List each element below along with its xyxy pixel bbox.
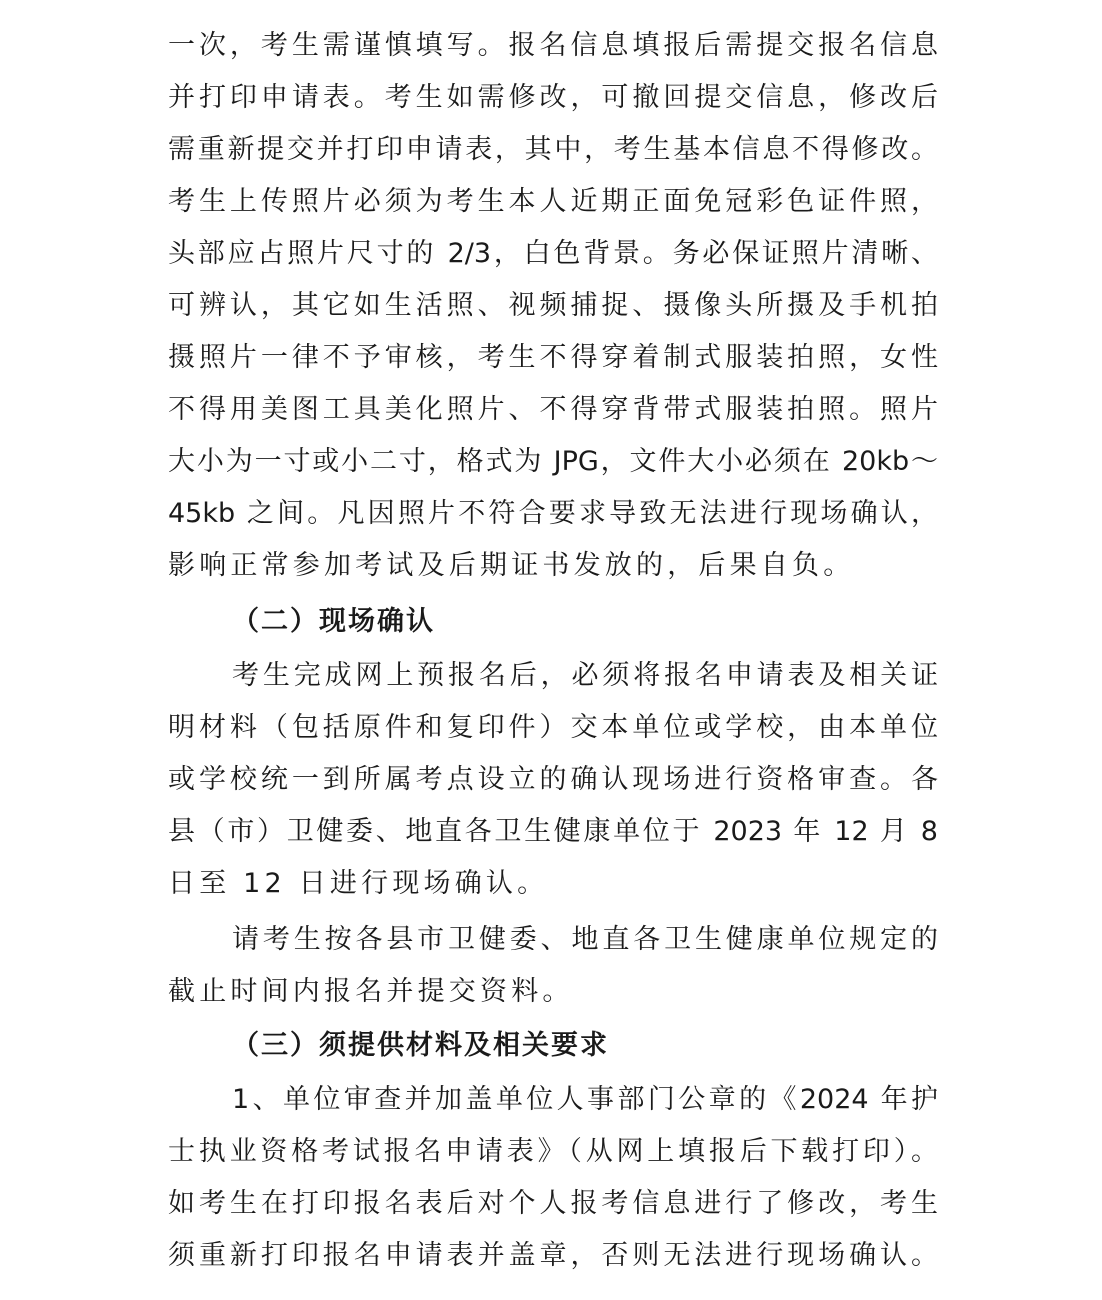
paragraph-line: 摄照片一律不予审核，考生不得穿着制式服装拍照，女性 [168, 342, 938, 373]
paragraph-line: 截止时间内报名并提交资料。 [168, 976, 574, 1007]
paragraph-line: 须重新打印报名申请表并盖章，否则无法进行现场确认。 [168, 1240, 938, 1271]
paragraph-line: 1、单位审查并加盖单位人事部门公章的《2024 年护 [232, 1084, 938, 1115]
paragraph-line: 日至 12 日进行现场确认。 [168, 868, 549, 899]
paragraph-line: 考生上传照片必须为考生本人近期正面免冠彩色证件照， [168, 186, 938, 217]
paragraph-line: 影响正常参加考试及后期证书发放的，后果自负。 [168, 550, 855, 581]
paragraph-line: 可辨认，其它如生活照、视频捕捉、摄像头所摄及手机拍 [168, 290, 938, 321]
paragraph-line: 45kb 之间。凡因照片不符合要求导致无法进行现场确认， [168, 498, 938, 529]
paragraph-line: 如考生在打印报名表后对个人报考信息进行了修改，考生 [168, 1188, 938, 1219]
paragraph-line: 县（市）卫健委、地直各卫生健康单位于 2023 年 12 月 8 [168, 816, 938, 847]
paragraph-line: 一次，考生需谨慎填写。报名信息填报后需提交报名信息 [168, 30, 938, 61]
paragraph-line: 大小为一寸或小二寸，格式为 JPG，文件大小必须在 20kb～ [168, 446, 938, 477]
paragraph-line: 请考生按各县市卫健委、地直各卫生健康单位规定的 [232, 924, 938, 955]
section-heading-required-materials: （三）须提供材料及相关要求 [232, 1030, 609, 1061]
paragraph-line: 士执业资格考试报名申请表》（从网上填报后下载打印）。 [168, 1136, 938, 1167]
paragraph-line: 明材料（包括原件和复印件）交本单位或学校，由本单位 [168, 712, 938, 743]
paragraph-line: 或学校统一到所属考点设立的确认现场进行资格审查。各 [168, 764, 938, 795]
paragraph-line: 需重新提交并打印申请表，其中，考生基本信息不得修改。 [168, 134, 938, 165]
paragraph-line: 并打印申请表。考生如需修改，可撤回提交信息，修改后 [168, 82, 938, 113]
paragraph-line: 头部应占照片尺寸的 2/3，白色背景。务必保证照片清晰、 [168, 238, 938, 269]
section-heading-onsite-confirmation: （二）现场确认 [232, 606, 435, 637]
paragraph-line: 不得用美图工具美化照片、不得穿背带式服装拍照。照片 [168, 394, 938, 425]
paragraph-line: 考生完成网上预报名后，必须将报名申请表及相关证 [232, 660, 938, 691]
